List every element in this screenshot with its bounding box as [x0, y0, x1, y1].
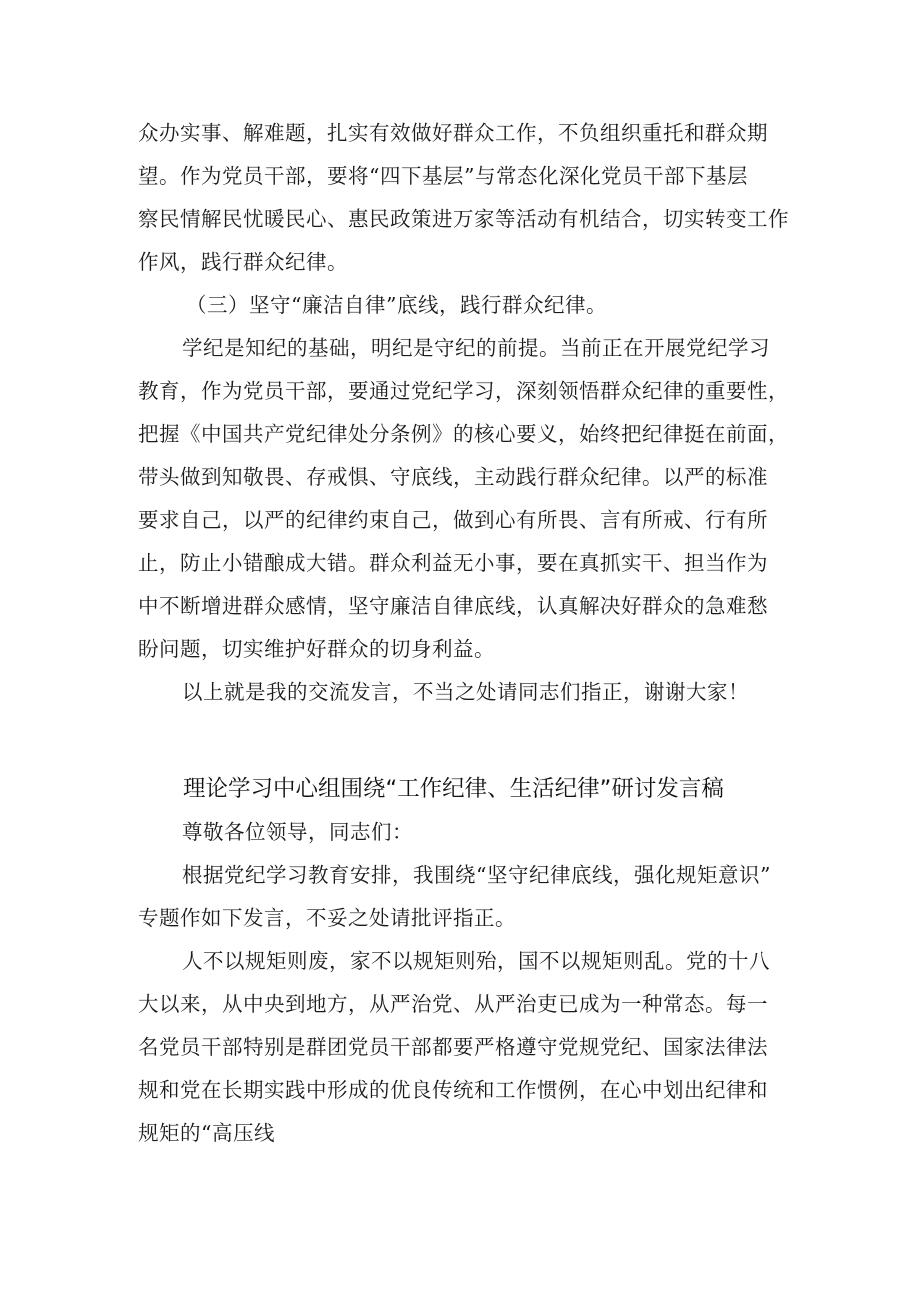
para2-line-3: 名党员干部特别是群团党员干部都要严格遵守党规党纪、国家法律法 — [138, 1035, 768, 1059]
para2-line-5: 规矩的“高压线 — [138, 1121, 275, 1145]
para2-line-4: 规和党在长期实践中形成的优良传统和工作惯例，在心中划出纪律和 — [138, 1078, 768, 1102]
closing-line: 以上就是我的交流发言，不当之处请同志们指正，谢谢大家！ — [182, 680, 749, 704]
intro-line-4: 作风，践行群众纪律。 — [138, 250, 348, 274]
section-body-line-3: 把握《中国共产党纪律处分条例》的核心要义，始终把纪律挺在前面， — [138, 422, 789, 446]
para2-line-2: 大以来，从中央到地方，从严治党、从严治吏已成为一种常态。每一 — [138, 992, 768, 1016]
section-body-line-8: 盼问题，切实维护好群众的切身利益。 — [138, 637, 495, 661]
section-body-line-7: 中不断增进群众感情，坚守廉洁自律底线，认真解决好群众的急难愁 — [138, 594, 768, 618]
intro-line-3: 察民情解民忧暖民心、惠民政策进万家等活动有机结合，切实转变工作 — [138, 207, 789, 231]
section-body-line-5: 要求自己，以严的纪律约束自己，做到心有所畏、言有所戒、行有所 — [138, 508, 768, 532]
section-body-line-2: 教育，作为党员干部，要通过党纪学习，深刻领悟群众纪律的重要性， — [138, 379, 789, 403]
greeting: 尊敬各位领导，同志们： — [182, 820, 413, 844]
article-title: 理论学习中心组围绕“工作纪律、生活纪律”研讨发言稿 — [183, 776, 724, 802]
section-body-line-6: 止，防止小错酿成大错。群众利益无小事，要在真抓实干、担当作为 — [138, 551, 768, 575]
section-body-line-4: 带头做到知敬畏、存戒惧、守底线，主动践行群众纪律。以严的标准 — [138, 465, 768, 489]
para2-line-1: 人不以规矩则废，家不以规矩则殆，国不以规矩则乱。党的十八 — [182, 949, 770, 973]
intro-line-2: 望。作为党员干部，要将“四下基层”与常态化深化党员干部下基层 — [138, 164, 748, 188]
section-body-line-1: 学纪是知纪的基础，明纪是守纪的前提。当前正在开展党纪学习 — [182, 336, 770, 360]
intro-line-1: 众办实事、解难题，扎实有效做好群众工作，不负组织重托和群众期 — [138, 121, 768, 145]
para1-line-2: 专题作如下发言，不妥之处请批评指正。 — [138, 906, 516, 930]
para1-line-1: 根据党纪学习教育安排，我围绕“坚守纪律底线，强化规矩意识” — [182, 863, 771, 887]
section-heading: （三）坚守“廉洁自律”底线，践行群众纪律。 — [186, 293, 607, 317]
